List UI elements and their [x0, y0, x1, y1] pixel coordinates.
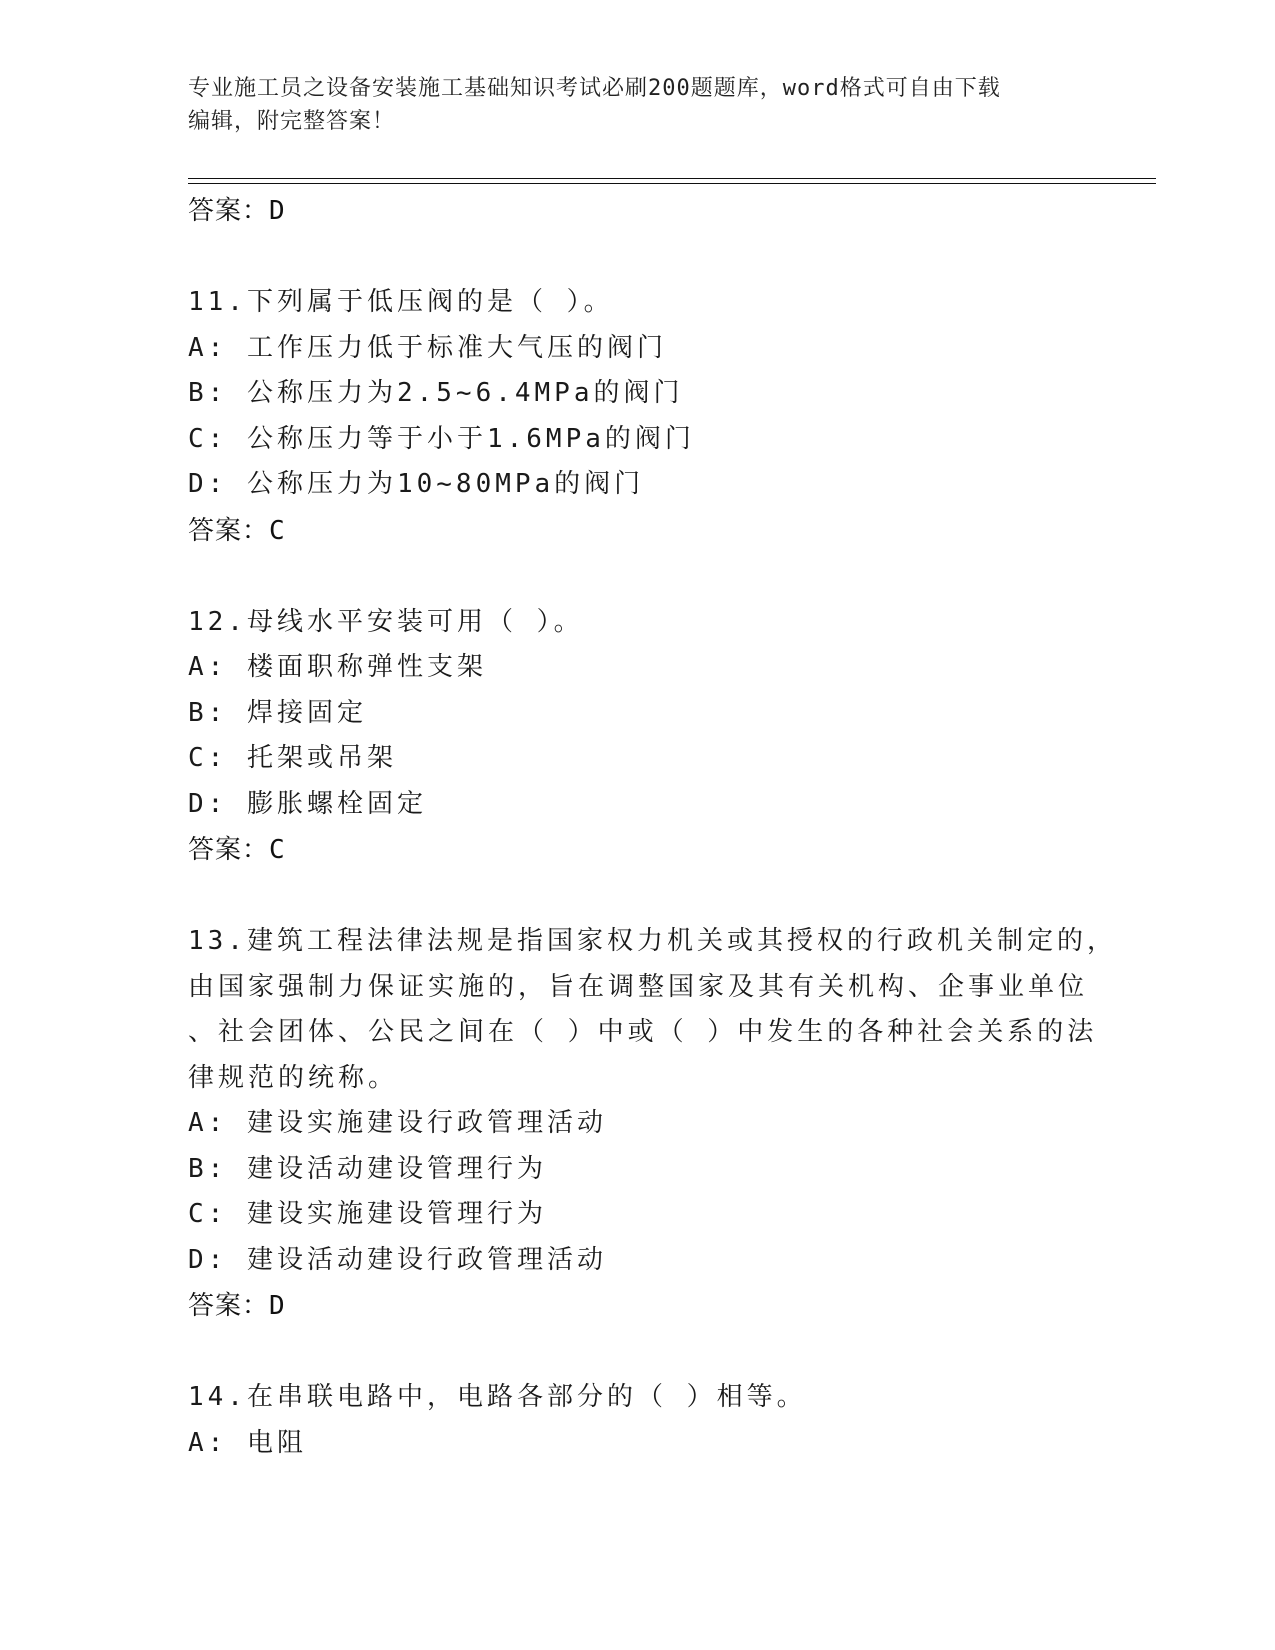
- question-text: 14.在串联电路中，电路各部分的（ ）相等。: [188, 1382, 807, 1412]
- question-text-line-4: 律规范的统称。: [188, 1062, 399, 1093]
- option-b: B: 公称压力为2.5~6.4MPa的阀门: [188, 378, 684, 408]
- option-c: C: 公称压力等于小于1.6MPa的阀门: [188, 423, 695, 454]
- document-header: [188, 72, 1088, 138]
- question-text-line-1: 13.建筑工程法律法规是指国家权力机关或其授权的行政机关制定的，: [188, 926, 1117, 956]
- answer-line: 答案：C: [188, 515, 286, 546]
- question-block-14: [188, 1375, 1088, 1466]
- option-a: A: 工作压力低于标准大气压的阀门: [188, 332, 667, 363]
- option-c: C: 建设实施建设管理行为: [188, 1199, 547, 1229]
- option-c: C: 托架或吊架: [188, 743, 397, 773]
- header-line-2: 编辑，附完整答案！: [188, 109, 396, 134]
- header-divider-bottom: [188, 183, 1156, 184]
- question-block-12: [188, 600, 1088, 874]
- question-block-13: [188, 919, 1117, 1329]
- answer-line: 答案：D: [188, 196, 286, 226]
- option-a: A: 建设实施建设行政管理活动: [188, 1108, 607, 1138]
- answer-line: 答案：D: [188, 1291, 286, 1321]
- option-d: D: 建设活动建设行政管理活动: [188, 1244, 607, 1275]
- header-line-1: 专业施工员之设备安装施工基础知识考试必刷200题题库，word格式可自由下载: [188, 76, 1001, 101]
- option-b: B: 建设活动建设管理行为: [188, 1153, 547, 1184]
- option-a: A: 电阻: [188, 1427, 307, 1458]
- option-b: B: 焊接固定: [188, 697, 367, 728]
- question-text: 11.下列属于低压阀的是（ ）。: [188, 287, 614, 317]
- question-content: [188, 188, 1117, 1466]
- option-a: A: 楼面职称弹性支架: [188, 652, 487, 682]
- header-divider-top: [188, 178, 1156, 179]
- question-block-11: [188, 280, 1088, 554]
- option-d: D: 膨胀螺栓固定: [188, 788, 427, 819]
- answer-line: 答案：C: [188, 835, 286, 865]
- question-text: 12.母线水平安装可用（ ）。: [188, 606, 584, 637]
- question-text-line-2: 由国家强制力保证实施的，旨在调整国家及其有关机构、企事业单位: [188, 971, 1089, 1002]
- question-text-line-3: 、社会团体、公民之间在（ ）中或（ ）中发生的各种社会关系的法: [188, 1017, 1098, 1047]
- option-d: D: 公称压力为10~80MPa的阀门: [188, 469, 645, 499]
